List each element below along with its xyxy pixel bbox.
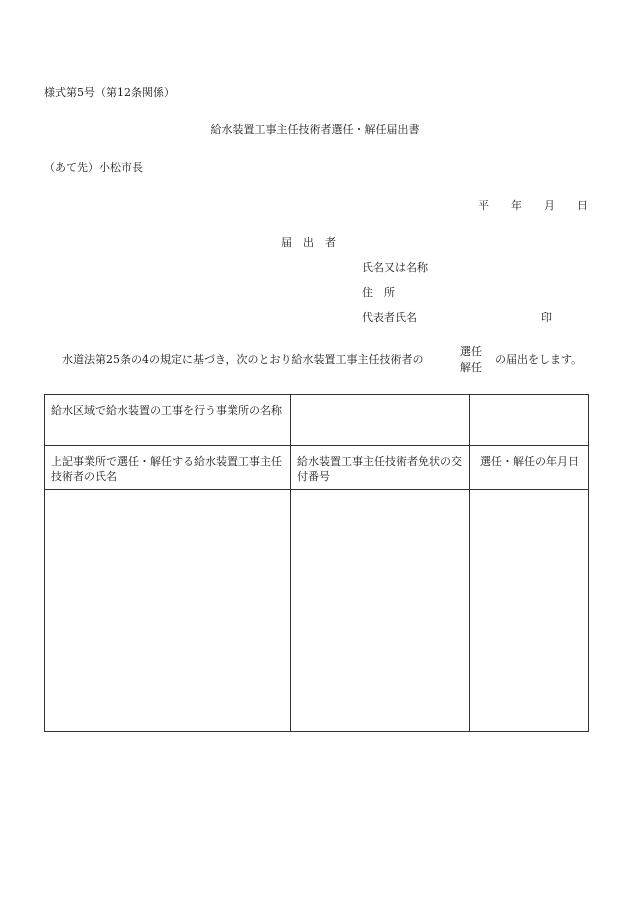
license-number-cell[interactable] <box>291 489 470 731</box>
body-text-tail: の届出をします。 <box>495 353 583 366</box>
office-name-cell[interactable] <box>291 395 470 446</box>
choice-appoint: 選任 <box>460 345 482 358</box>
col-header-technician-name: 上記事業所で選任・解任する給水装置工事主任技術者の氏名 <box>45 446 291 490</box>
col-header-license-number: 給水装置工事主任技術者免状の交付番号 <box>291 446 470 490</box>
date-cell[interactable] <box>470 489 589 731</box>
date-day: 日 <box>577 199 588 212</box>
submitter-label: 届 出 者 <box>281 236 336 249</box>
office-name-label: 給水区域で給水装置の工事を行う事業所の名称 <box>45 395 291 446</box>
table-row <box>45 446 589 490</box>
date-era: 平 <box>478 199 489 212</box>
table-row <box>45 489 589 731</box>
technician-name-cell[interactable] <box>45 489 291 731</box>
submitter-name-label: 氏名又は名称 <box>362 261 428 274</box>
col-header-date: 選任・解任の年月日 <box>470 446 589 490</box>
seal-mark: 印 <box>541 311 552 324</box>
date-month: 月 <box>544 199 555 212</box>
submitter-address-label: 住 所 <box>362 286 395 299</box>
choice-dismiss: 解任 <box>460 361 482 374</box>
table-row <box>45 395 589 446</box>
date-line <box>478 200 588 211</box>
office-name-extra-cell[interactable] <box>470 395 589 446</box>
addressee: （あて先）小松市長 <box>44 161 143 174</box>
document-title: 給水装置工事主任技術者選任・解任届出書 <box>210 123 420 136</box>
date-year: 年 <box>511 199 522 212</box>
form-number: 様式第5号（第12条関係） <box>44 86 175 99</box>
representative-name-label: 代表者氏名 <box>362 311 417 324</box>
notification-table <box>44 394 589 732</box>
body-text: 水道法第25条の4の規定に基づき，次のとおり給水装置工事主任技術者の <box>62 353 424 366</box>
